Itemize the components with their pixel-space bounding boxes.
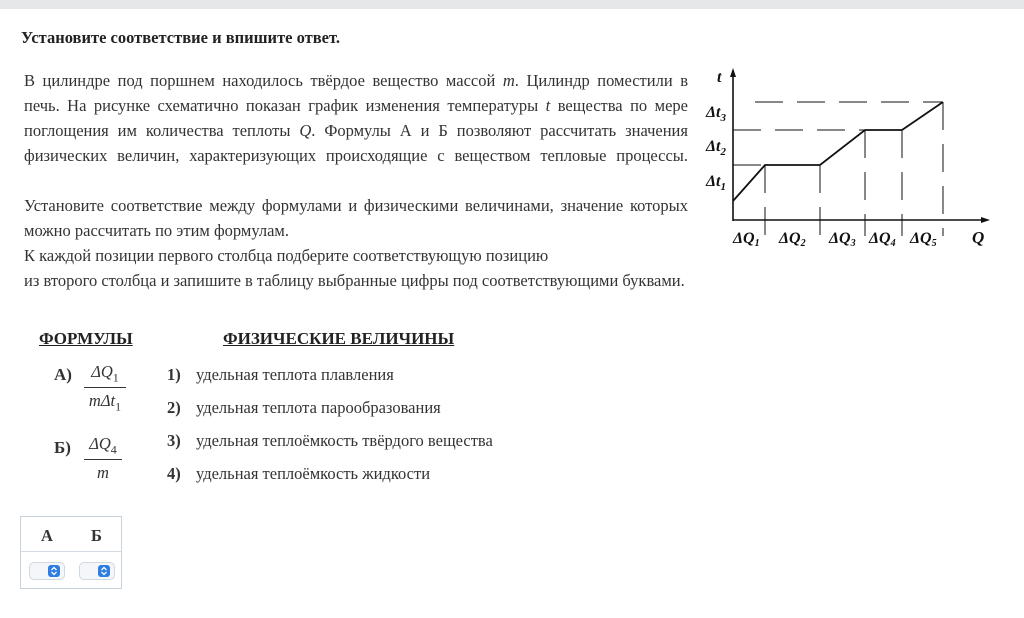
select-chevron-icon	[98, 565, 110, 577]
problem-text-paragraph-1: В цилиндре под поршнем находилось твёрдое вещество массой m. Цилиндр поместили в печь. На рисунке схематично показан график изменения температуры t вещества по мере поглощения им количества теплоты Q. Формулы А и Б позволяют рассчитать значения физических величин, характеризующих происходящие с веществом тепловые процессы.	[24, 71, 688, 165]
option-2-text: удельная теплота парообразования	[196, 398, 441, 417]
y-tick-dt3: $\Delta t_3$	[706, 104, 726, 124]
option-3-number: 3)	[167, 431, 181, 450]
option-4-text: удельная теплоёмкость жидкости	[196, 464, 431, 483]
physical-values-header: ФИЗИЧЕСКИЕ ВЕЛИЧИНЫ	[223, 329, 455, 348]
dashed-guides	[733, 102, 943, 236]
answer-table	[20, 516, 122, 589]
formula-a: $\Delta Q_1$ mΔt$_1$	[84, 362, 126, 415]
temperature-heat-graph	[700, 66, 1000, 256]
y-axis-arrow	[730, 68, 736, 77]
x-axis-arrow	[981, 217, 990, 223]
answer-table-divider	[21, 551, 121, 552]
x-tick-dq1: ΔQ1	[733, 230, 760, 249]
option-4-number: 4)	[167, 464, 181, 483]
problem-text-paragraph-2: Установите соответствие между формулами и физическими величинами, значение которых можно рассчитать по этим формулам.	[24, 196, 688, 240]
problem-text-paragraph-3: К каждой позиции первого столбца подберите соответствующую позицию	[24, 246, 549, 265]
y-tick-dt2: $\Delta t_2$	[706, 138, 726, 158]
answer-column-b: Б	[91, 526, 102, 545]
answer-b-select[interactable]	[79, 562, 115, 580]
option-3-text: удельная теплоёмкость твёрдого вещества	[196, 431, 493, 450]
option-1-number: 1)	[167, 365, 181, 384]
x-tick-dq2: ΔQ2	[779, 230, 806, 249]
top-bar	[0, 0, 1024, 9]
option-1-text: удельная теплота плавления	[196, 365, 394, 384]
option-2-number: 2)	[167, 398, 181, 417]
task-instruction: Установите соответствие и впишите ответ.	[21, 28, 340, 47]
formulas-header: ФОРМУЛЫ	[39, 329, 133, 348]
x-tick-dq3: ΔQ3	[829, 230, 856, 249]
y-tick-dt1: $\Delta t_1$	[706, 173, 726, 193]
x-tick-dq4: ΔQ4	[869, 230, 896, 249]
formula-b: $\frac{\Delta Q_4}{m}$	[84, 434, 122, 483]
x-tick-dq5: ΔQ5	[910, 230, 937, 249]
y-axis-label: t	[717, 69, 722, 86]
problem-text-paragraph-4: из второго столбца и запишите в таблицу выбранные цифры под соответствующими буквами.	[24, 271, 685, 290]
select-chevron-icon	[48, 565, 60, 577]
formula-b-letter: Б)	[54, 438, 71, 457]
x-axis-label: Q	[972, 228, 985, 247]
answer-column-a: А	[41, 526, 53, 545]
formula-a-letter: А)	[54, 365, 72, 384]
answer-a-select[interactable]	[29, 562, 65, 580]
